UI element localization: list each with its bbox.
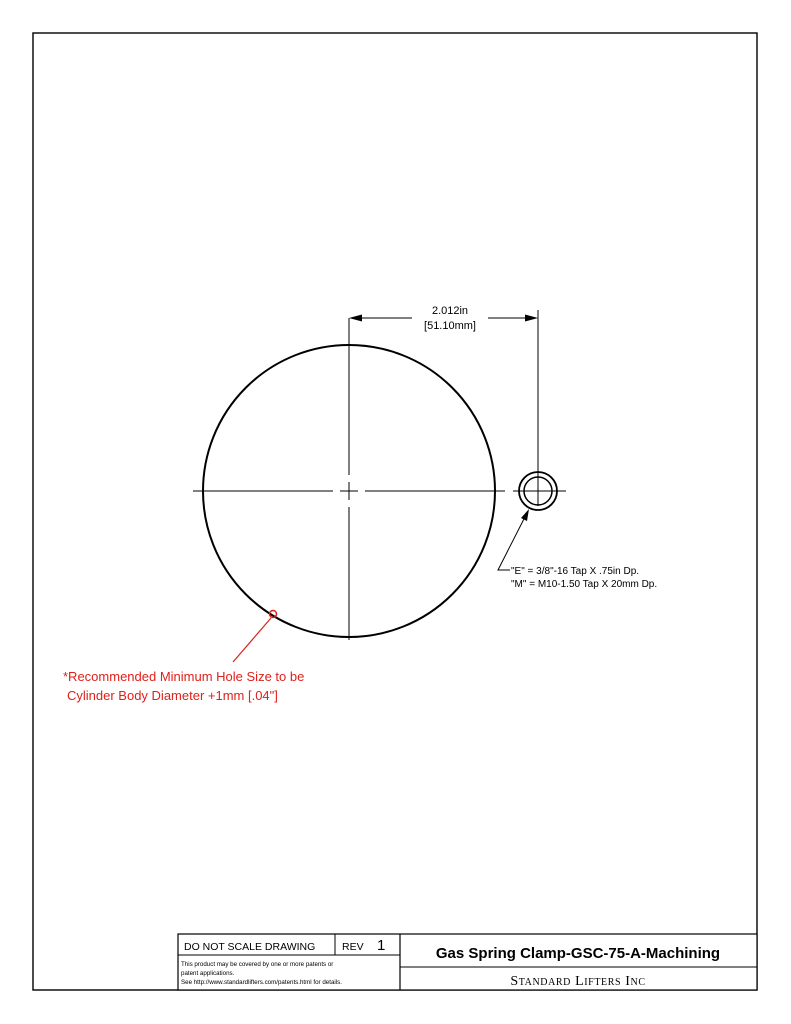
- title-block: [178, 934, 757, 990]
- tap-callout-line1: "E" = 3/8"-16 Tap X .75in Dp.: [511, 566, 640, 577]
- tap-leader-arrow: [521, 509, 529, 521]
- tap-callout-line2: "M" = M10-1.50 Tap X 20mm Dp.: [511, 579, 658, 590]
- cylinder-bore: [193, 318, 505, 640]
- company-name: Standard Lifters Inc: [510, 974, 646, 989]
- patent-line-1: This product may be covered by one or more patents or: [181, 961, 334, 968]
- dimension-arrow-right: [525, 315, 538, 322]
- scale-note: DO NOT SCALE DRAWING: [184, 941, 316, 953]
- hole-note-line1: *Recommended Minimum Hole Size to be: [63, 669, 305, 684]
- drawing-border: [33, 33, 757, 990]
- hole-note-leader-line: [233, 618, 271, 662]
- dimension-millimeters: [51.10mm]: [424, 320, 476, 332]
- hole-size-note: [63, 611, 304, 704]
- dimension-inches: 2.012in: [431, 305, 469, 317]
- patent-line-2: patent applications.: [181, 970, 235, 977]
- drawing-title: Gas Spring Clamp-GSC-75-A-Machining: [435, 945, 721, 962]
- tapped-hole: [513, 310, 566, 510]
- dimension-2012: [349, 305, 538, 332]
- rev-value: 1: [377, 937, 386, 954]
- hole-note-line2: Cylinder Body Diameter +1mm [.04"]: [67, 688, 278, 703]
- dimension-arrow-left: [349, 315, 362, 322]
- patent-line-3: See http://www.standardlifters.com/patents.html for details.: [181, 979, 342, 986]
- rev-label: REV: [342, 941, 364, 953]
- tap-callout: [498, 509, 657, 590]
- tap-leader-line: [498, 511, 528, 570]
